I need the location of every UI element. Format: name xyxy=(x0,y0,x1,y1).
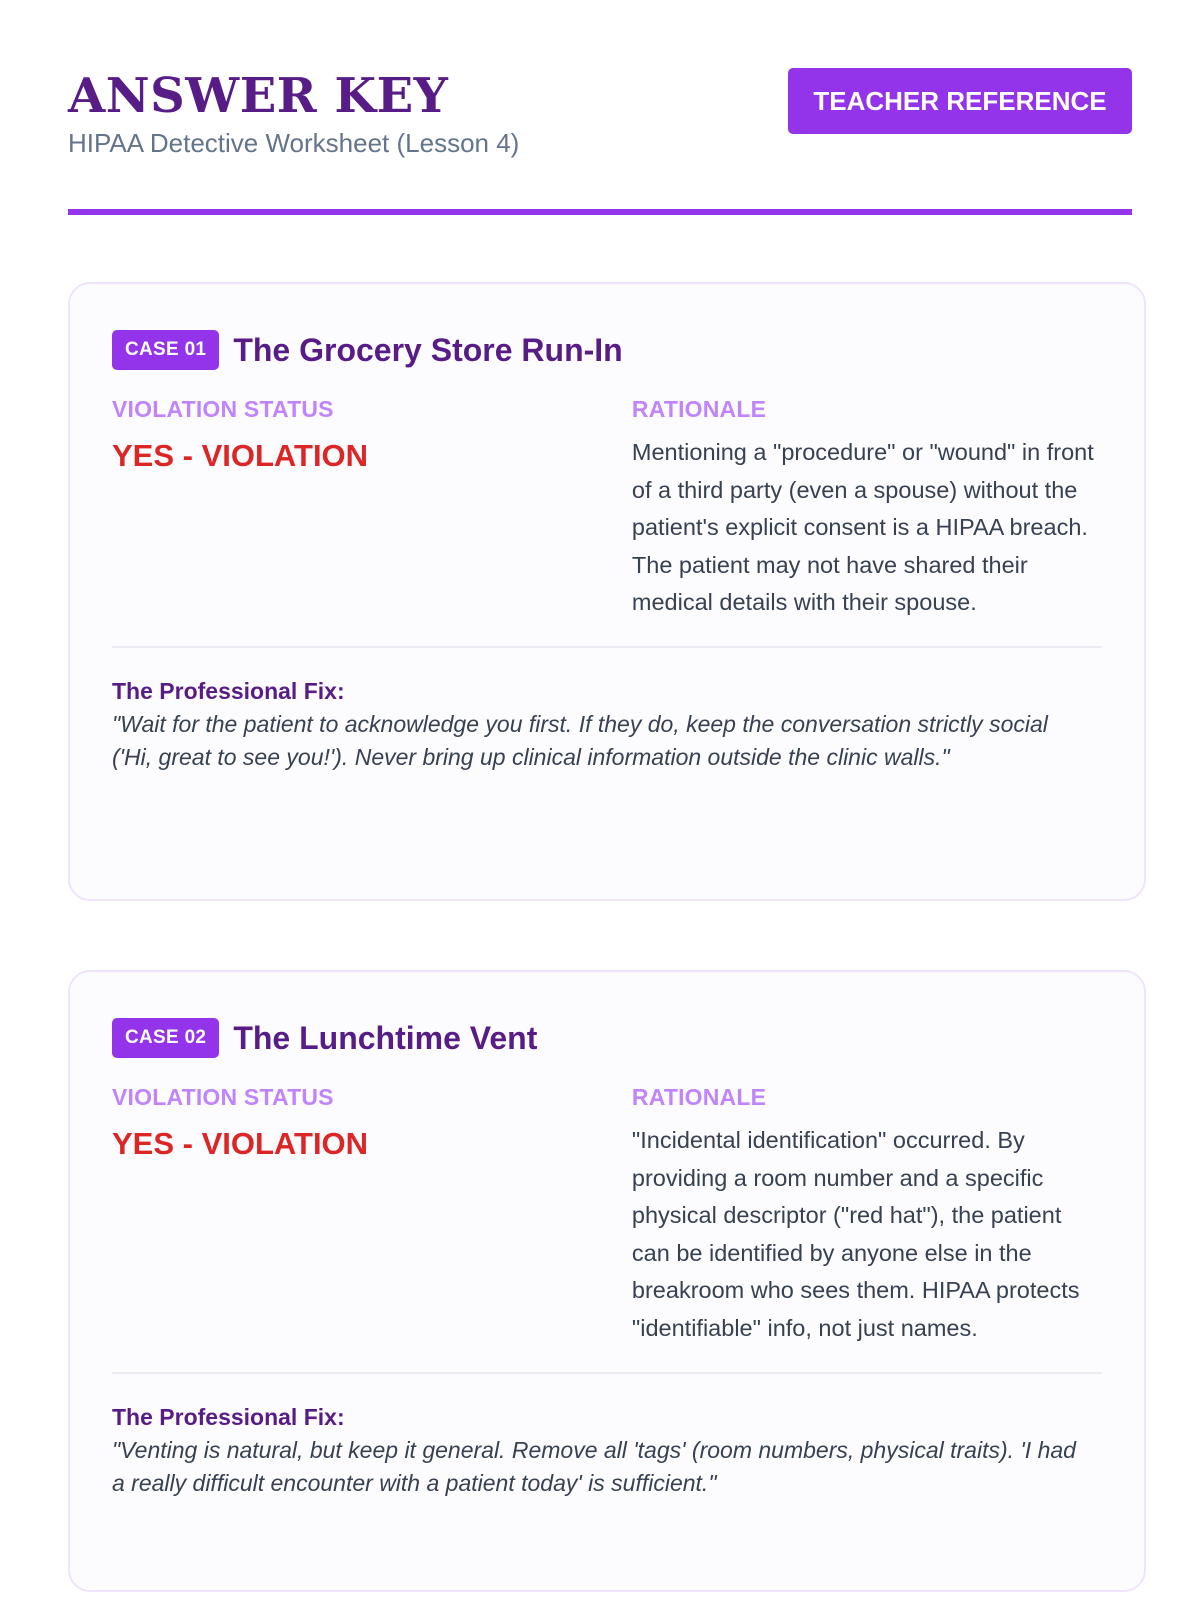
page-title: ANSWER KEY xyxy=(68,68,449,124)
professional-fix-label: The Professional Fix: xyxy=(112,1403,345,1430)
violation-status-label: VIOLATION STATUS xyxy=(112,396,334,422)
professional-fix-text: "Venting is natural, but keep it general. Remove all 'tags' (room numbers, physical traits). 'I had a really difficult encounter with a patient today' is sufficient." xyxy=(112,1436,1076,1497)
case-divider xyxy=(112,646,1102,648)
rationale-text: "Incidental identification" occurred. By providing a room number and a specific physical descriptor ("red hat"), the patient can be identified by anyone else in the breakroom who sees them. HIPAA protects "identifiable" info, not just names. xyxy=(631,1127,1080,1341)
case-badge: CASE 02 xyxy=(112,1018,219,1058)
case-card-02 xyxy=(68,970,1146,1592)
rationale-text: Mentioning a "procedure" or "wound" in front of a third party (even a spouse) without the patient's explicit consent is a HIPAA breach. The patient may not have shared their medical details with their spouse. xyxy=(631,439,1094,616)
header-divider xyxy=(68,209,1132,215)
case-badge: CASE 01 xyxy=(112,330,219,370)
case-columns xyxy=(112,1082,1102,1348)
violation-status-value: YES - VIOLATION xyxy=(112,1126,369,1161)
violation-status-label: VIOLATION STATUS xyxy=(112,1084,334,1110)
case-columns xyxy=(112,394,1102,622)
rationale-column xyxy=(632,1082,1102,1348)
case-title: The Grocery Store Run-In xyxy=(233,331,623,368)
teacher-reference-button[interactable]: TEACHER REFERENCE xyxy=(788,68,1132,134)
professional-fix-text: "Wait for the patient to acknowledge you first. If they do, keep the conversation strictly social ('Hi, great to see you!'). Never bring up clinical information outside the clinic walls." xyxy=(112,710,1048,771)
case-card-01 xyxy=(68,282,1146,901)
case-title: The Lunchtime Vent xyxy=(233,1019,538,1056)
violation-status-column xyxy=(112,1082,632,1348)
case-divider xyxy=(112,1372,1102,1374)
rationale-label: RATIONALE xyxy=(631,1084,767,1110)
case-header xyxy=(112,1016,1102,1060)
violation-status-column xyxy=(112,394,632,622)
professional-fix-label: The Professional Fix: xyxy=(112,677,345,704)
page-header xyxy=(68,0,1132,215)
violation-status-value: YES - VIOLATION xyxy=(112,438,369,473)
rationale-column xyxy=(632,394,1102,622)
rationale-label: RATIONALE xyxy=(631,396,767,422)
page-subtitle: HIPAA Detective Worksheet (Lesson 4) xyxy=(68,128,520,158)
case-header xyxy=(112,328,1102,372)
